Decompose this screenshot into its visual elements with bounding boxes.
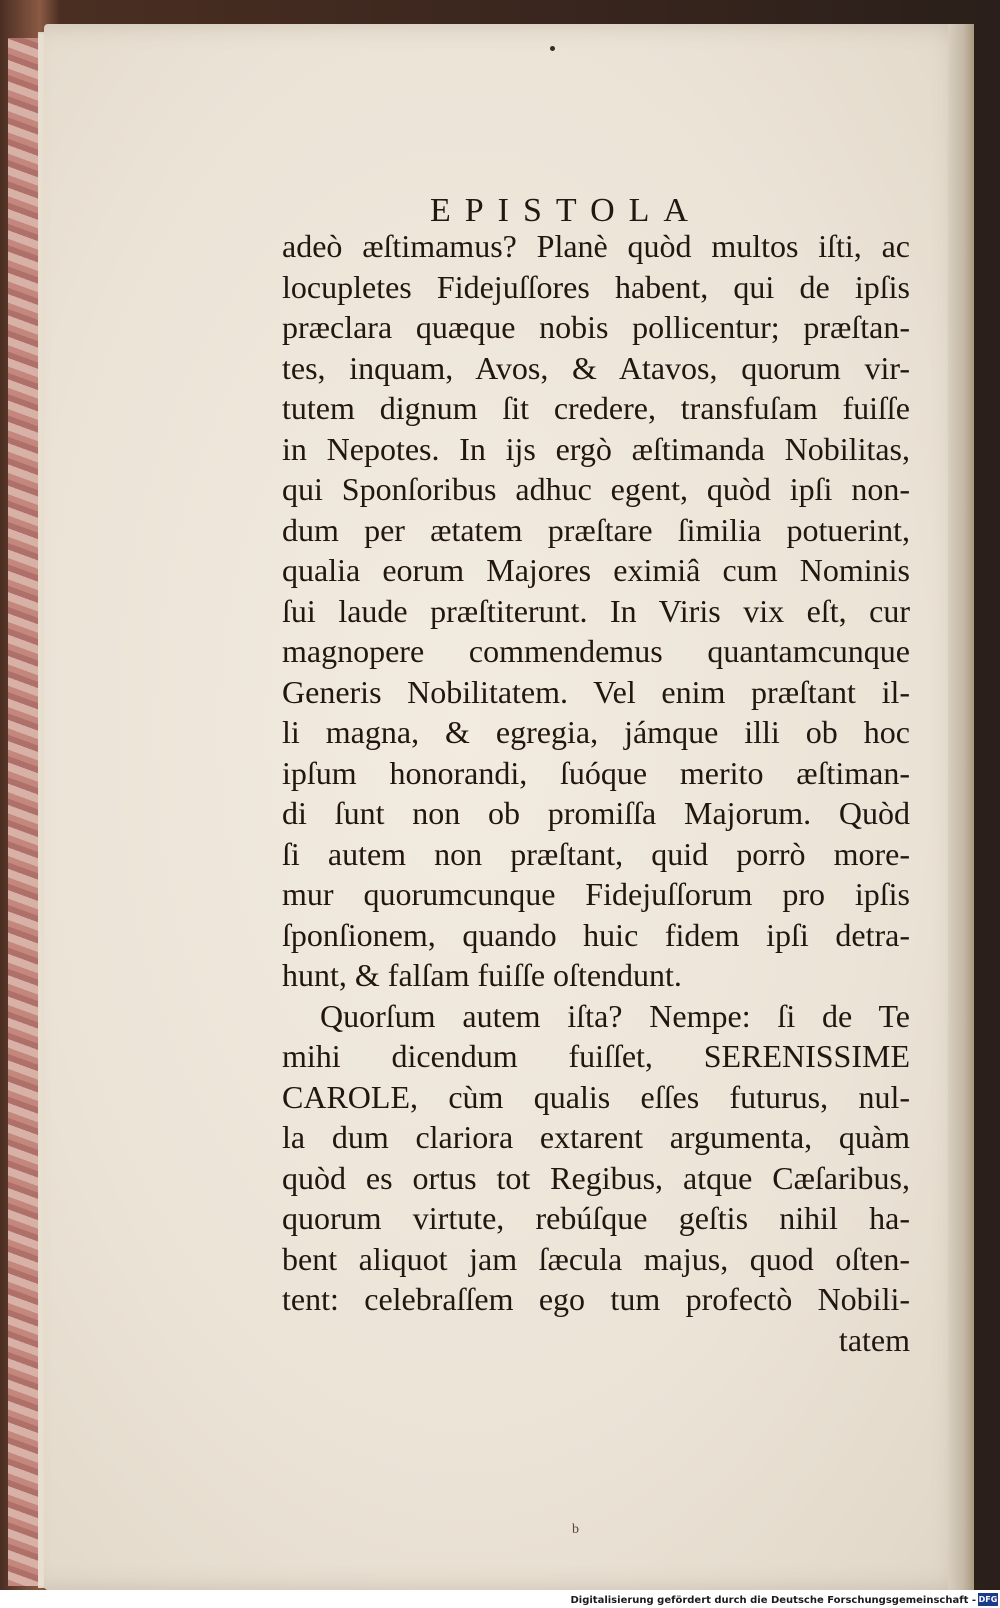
body-text [282, 226, 910, 1360]
paragraph-line: Quorſum autem iſta? Nempe: ſi de Te [320, 997, 910, 1034]
page-header: EPISTOLA [430, 192, 702, 229]
text-line: ipſum honorandi, ſuóque merito æſtiman- [282, 754, 910, 791]
text-line: ſponſionem, quando huic fidem ipſi detra- [282, 916, 910, 953]
text-line: ſi autem non præſtant, quid porrò more- [282, 835, 910, 872]
paragraph-line: CAROLE, cùm qualis eſſes futurus, nul- [282, 1078, 910, 1115]
text-line: tutem dignum ſit credere, transfuſam fuiſſe [282, 390, 910, 426]
catchword: tatem [838, 1321, 910, 1358]
text-line: di ſunt non ob promiſſa Majorum. Quòd [282, 795, 910, 831]
footer-credit: Digitalisierung gefördert durch die Deutsche Forschungsgemeinschaft - [570, 1595, 976, 1606]
text-line: tes, inquam, Avos, & Atavos, quorum vir- [282, 349, 910, 386]
marbled-endpaper [8, 38, 41, 1586]
paragraph-line: tent: celebraſſem ego tum profectò Nobili- [282, 1281, 910, 1317]
paragraph-line: bent aliquot jam ſæcula majus, quod oſten- [282, 1240, 910, 1277]
paragraph-line: quòd es ortus tot Regibus, atque Cæſaribus, [282, 1159, 910, 1196]
text-line: ſui laude præſtiterunt. In Viris vix eſt, cur [282, 592, 910, 629]
text-line: qui Sponſoribus adhuc egent, quòd ipſi non- [282, 471, 910, 507]
paragraph-line: la dum clariora extarent argumenta, quàm [282, 1119, 910, 1155]
paragraph-line: quorum virtute, rebúſque geſtis nihil ha- [282, 1200, 910, 1236]
footer-bar [0, 1590, 1000, 1608]
signature-mark: b [572, 1522, 579, 1537]
text-line: qualia eorum Majores eximiâ cum Nominis [282, 552, 910, 588]
paragraph-line: mihi dicendum fuiſſet, SERENISSIME [282, 1038, 910, 1074]
dfg-logo-icon: DFG [978, 1595, 998, 1604]
text-line: Generis Nobilitatem. Vel enim præſtant il- [282, 673, 910, 710]
ink-dot [550, 46, 555, 51]
next-page-edge [948, 24, 974, 1594]
text-line: dum per ætatem præſtare ſimilia potuerint, [282, 511, 910, 548]
text-line: præclara quæque nobis pollicentur; præſtan- [282, 309, 910, 345]
text-line: li magna, & egregia, jámque illi ob hoc [282, 714, 910, 750]
text-line: in Nepotes. In ijs ergò æſtimanda Nobilitas, [282, 430, 910, 467]
text-line: mur quorumcunque Fidejuſſorum pro ipſis [282, 876, 910, 912]
text-line: adeò æſtimamus? Planè quòd multos iſti, ac [282, 228, 910, 264]
text-line: magnopere commendemus quantamcunque [282, 633, 910, 669]
text-line: hunt, & falſam fuiſſe oſtendunt. [282, 957, 682, 993]
text-line: locupletes Fidejuſſores habent, qui de ipſis [282, 268, 910, 305]
